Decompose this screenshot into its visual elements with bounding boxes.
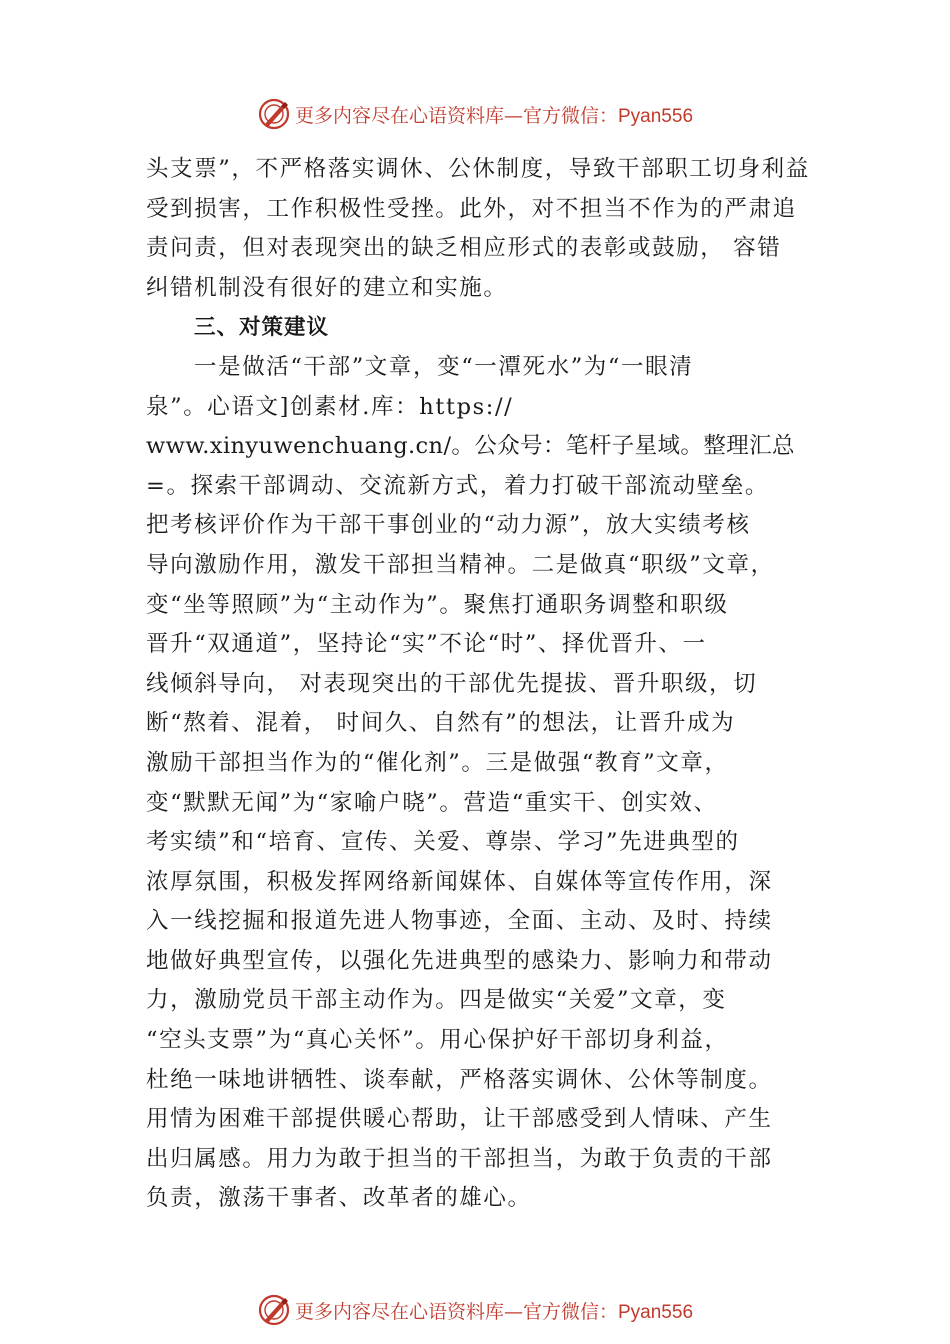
text-line: 考实绩”和“培育、宣传、关爱、尊崇、学习”先进典型的: [146, 829, 740, 856]
text-line: 一是做活“干部”文章，变“一潭死水”为“一眼清: [194, 353, 694, 380]
text-line: 受到损害，工作积极性受挫。此外，对不担当不作为的严肃追: [146, 195, 797, 222]
text-line: 入一线挖掘和报道先进人物事迹，全面、主动、及时、持续: [146, 908, 773, 935]
header-banner: [0, 94, 950, 134]
text-line: 断“熬着、混着， 时间久、自然有”的想法，让晋升成为: [146, 710, 736, 737]
text-line: 纠错机制没有很好的建立和实施。: [146, 274, 508, 301]
banner-dash: —: [503, 104, 523, 127]
text-line: 出归属感。用力为敢于担当的干部担当，为敢于负责的干部: [146, 1145, 773, 1172]
text-line: 责问责，但对表现突出的缺乏相应形式的表彰或鼓励， 容错: [146, 235, 782, 262]
banner-dash: —: [503, 1300, 523, 1323]
text-line: 杜绝一味地讲牺牲、谈奉献，严格落实调休、公休等制度。: [146, 1066, 773, 1093]
footer-banner: [0, 1290, 950, 1330]
text-line: 变“坐等照顾”为“主动作为”。聚焦打通职务调整和职级: [146, 591, 729, 618]
text-line: 地做好典型宣传，以强化先进典型的感染力、影响力和带动: [146, 947, 773, 974]
text-line: 浓厚氛围，积极发挥网络新闻媒体、自媒体等宣传作用，深: [146, 868, 773, 895]
text-line: 把考核评价作为干部干事创业的“动力源”，放大实绩考核: [146, 512, 751, 539]
banner-wechat-label: 官方微信：: [522, 1300, 618, 1323]
banner-text: [295, 1297, 693, 1324]
pen-logo-icon: [257, 97, 291, 131]
banner-wechat-label: 官方微信：: [522, 104, 618, 127]
text-line: 头支票”，不严格落实调休、公休制度，导致干部职工切身利益: [146, 156, 810, 182]
document-body: [146, 150, 826, 1219]
text-line: 负责，激荡干事者、改革者的雄心。: [146, 1185, 532, 1212]
section-heading: 三、对策建议: [194, 315, 330, 341]
text-line: 激励干部担当作为的“催化剂”。三是做强“教育”文章，: [146, 749, 729, 776]
text-line: 泉”。心语文]创素材.库：https://: [146, 393, 514, 420]
text-line: 力，激励党员干部主动作为。四是做实“关爱”文章，变: [146, 987, 727, 1014]
text-line: 导向激励作用，激发干部担当精神。二是做真“职级”文章，: [146, 551, 775, 578]
pen-logo-icon: [257, 1293, 291, 1327]
banner-account: Pyan556: [618, 1301, 694, 1323]
text-line: =。探索干部调动、交流新方式，着力打破干部流动壁垒。: [146, 472, 769, 499]
banner-text: [295, 101, 693, 128]
text-line: 用情为困难干部提供暖心帮助，让干部感受到人情味、产生: [146, 1106, 773, 1133]
text-line: 变“默默无闻”为“家喻户晓”。营造“重实干、创实效、: [146, 789, 718, 816]
text-line: 晋升“双通道”，坚持论“实”不论“时”、择优晋升、一: [146, 631, 707, 658]
text-line: “空头支票”为“真心关怀”。用心保护好干部切身利益，: [146, 1027, 729, 1054]
text-line: www.xinyuwenchuang.cn/。公众号：笔杆子星域。整理汇总: [146, 433, 795, 460]
banner-slogan: 更多内容尽在心语资料库: [294, 1300, 504, 1323]
text-line: 线倾斜导向， 对表现突出的干部优先提拔、晋升职级，切: [146, 670, 758, 697]
banner-slogan: 更多内容尽在心语资料库: [294, 104, 504, 127]
banner-account: Pyan556: [618, 105, 694, 127]
